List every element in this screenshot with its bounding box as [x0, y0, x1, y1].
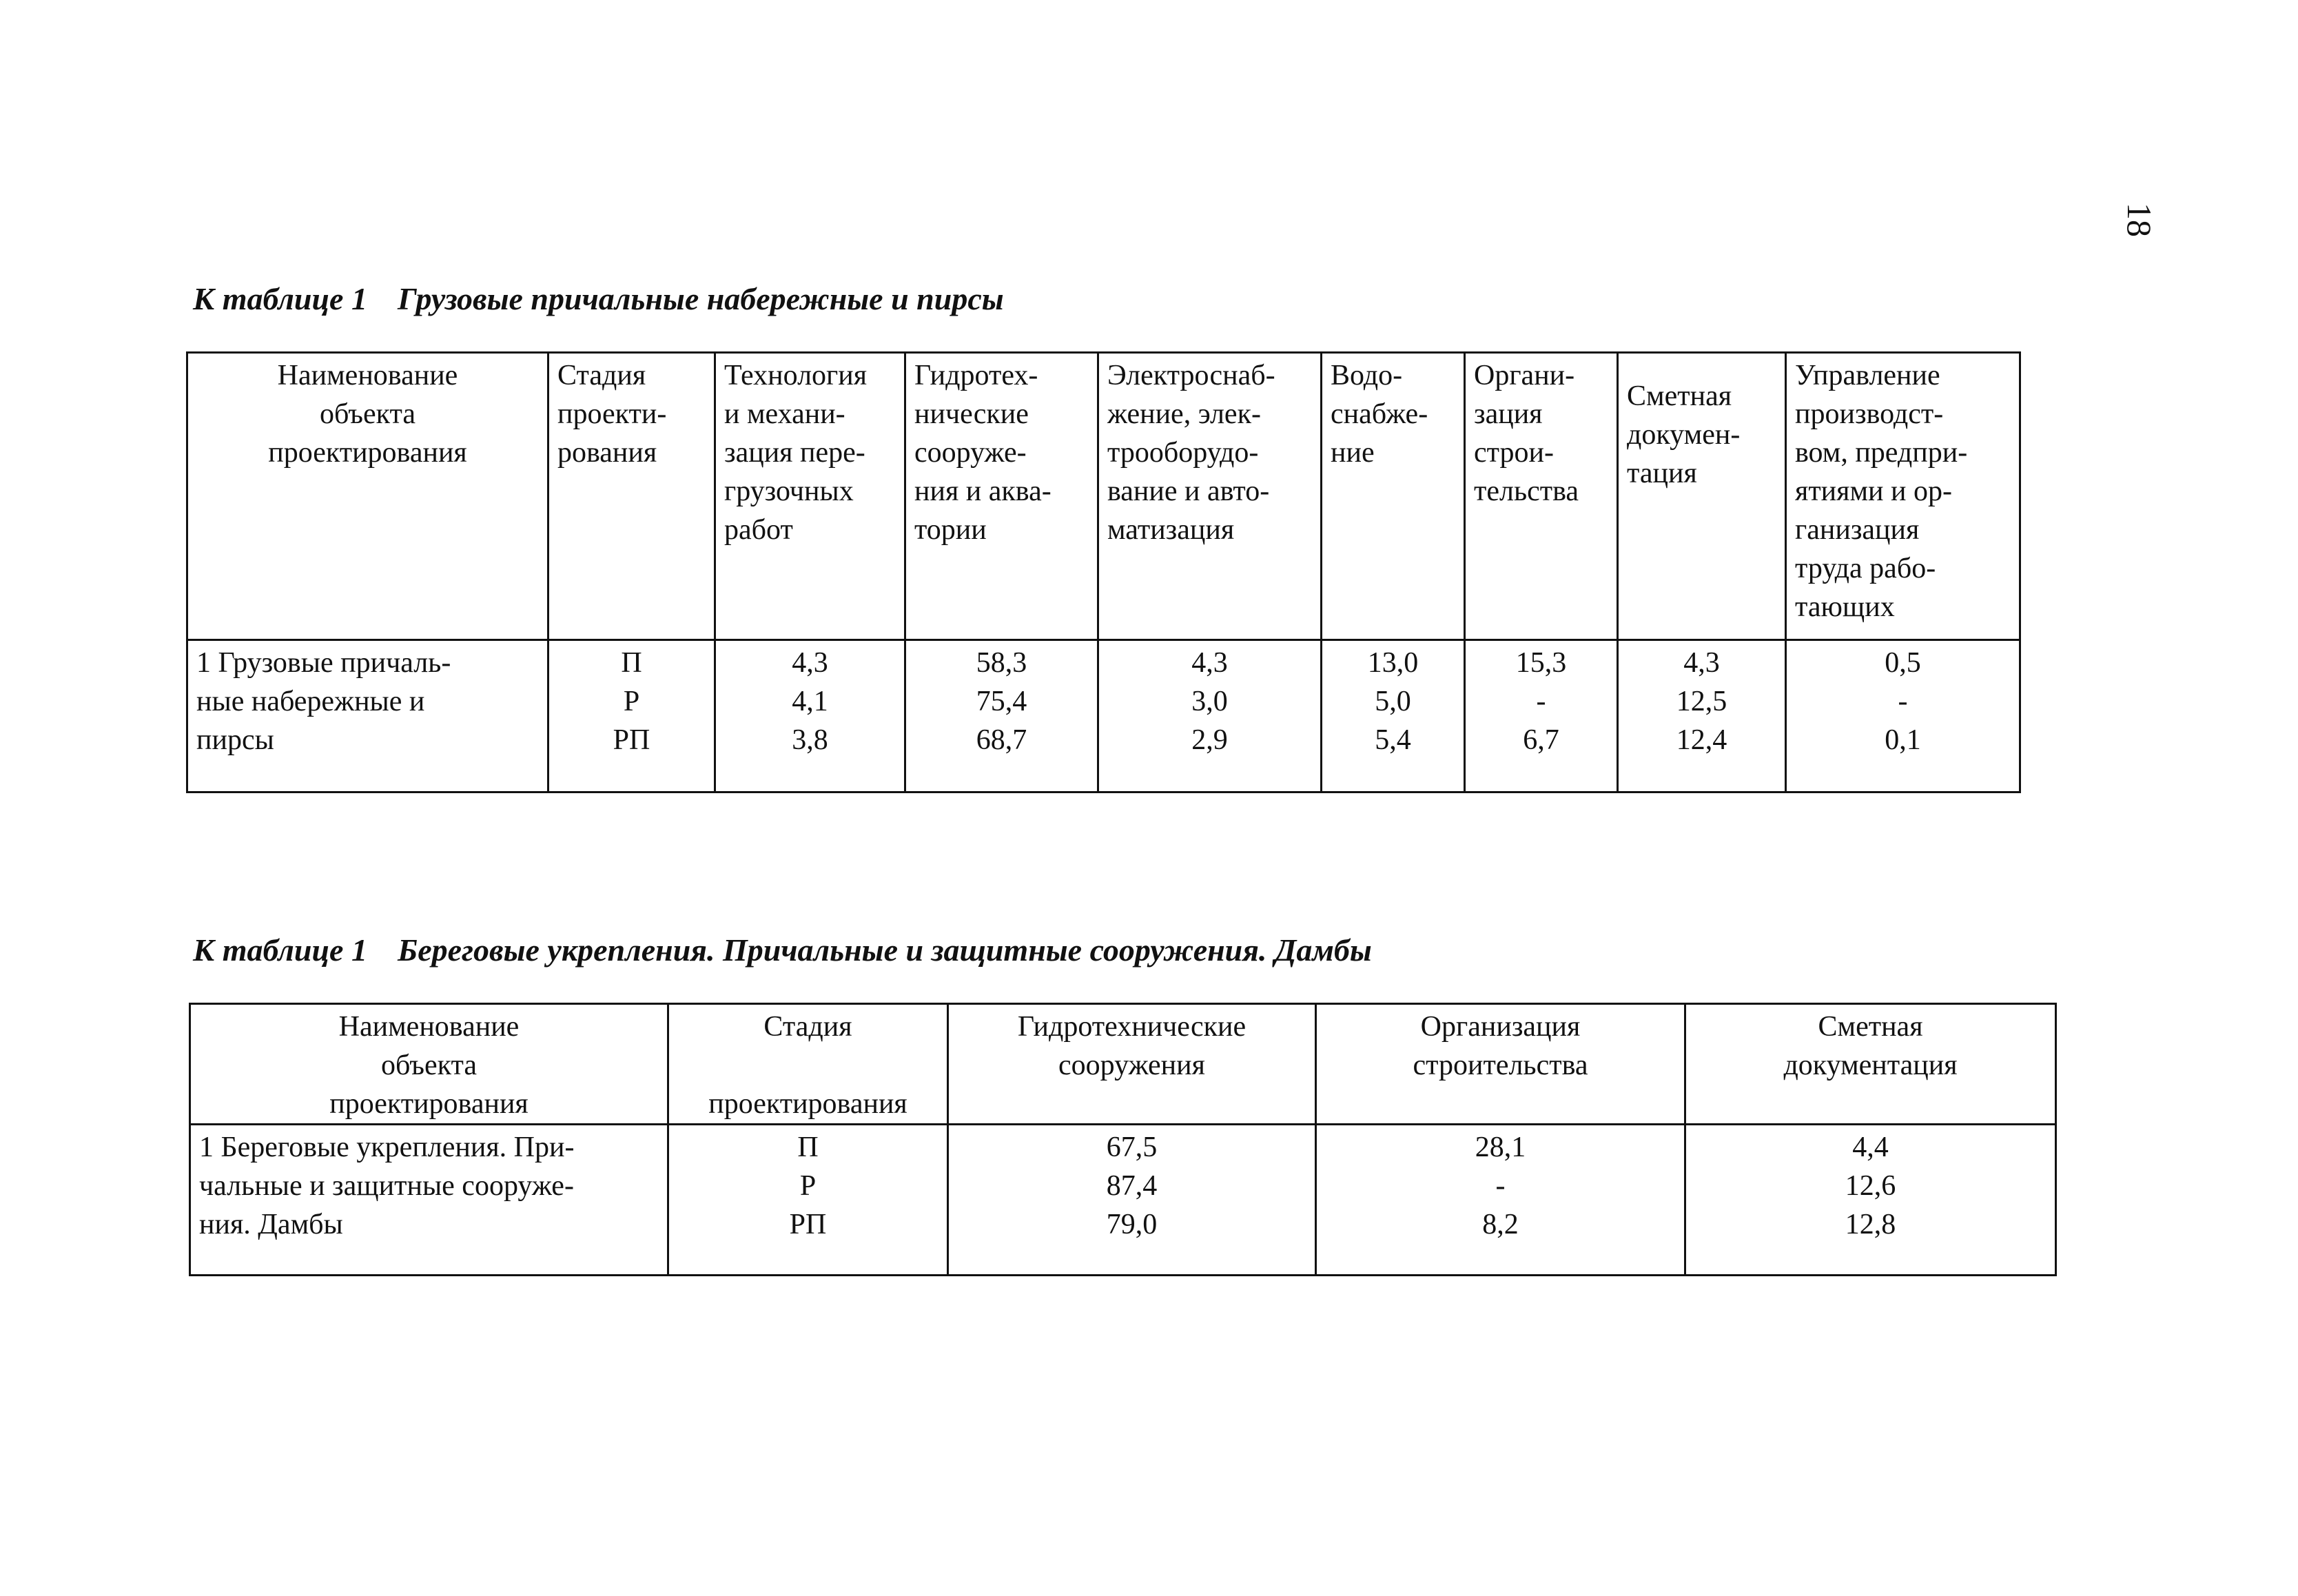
table1-header-stage: Стадия проекти- рования — [548, 353, 715, 640]
table2-cell-estimate: 4,4 12,6 12,8 — [1685, 1125, 2056, 1276]
table1-header-electro: Электроснаб- жение, элек- трооборудо- вание и авто- матизация — [1098, 353, 1322, 640]
table2-cell-stages: П Р РП — [668, 1125, 948, 1276]
table2-header-stage: Стадия проектирования — [668, 1004, 948, 1125]
table1-cell-stages: П Р РП — [548, 640, 715, 792]
table1-header-name: Наименование объекта проектирования — [187, 353, 548, 640]
table1-header-organization: Органи- зация строи- тельства — [1465, 353, 1618, 640]
table2-header-organization: Организация строительства — [1316, 1004, 1685, 1125]
table2-caption — [193, 932, 1372, 968]
table2-header-name: Наименование объекта проектирования — [190, 1004, 668, 1125]
table-shore-protection — [189, 1003, 2057, 1276]
table1-header-technology: Технология и механи- зация пере- грузочных работ — [715, 353, 905, 640]
table1-header-estimate: Сметная докумен- тация — [1618, 353, 1786, 640]
table1-caption — [193, 280, 1004, 317]
table1-header-water: Водо- снабже- ние — [1322, 353, 1465, 640]
table1-cell-estimate: 4,3 12,5 12,4 — [1618, 640, 1786, 792]
table1-header-row — [187, 353, 2020, 640]
table2-cell-name: 1 Береговые укрепления. При- чальные и защитные сооруже- ния. Дамбы — [190, 1125, 668, 1276]
table2-caption-lead: К таблице 1 — [193, 932, 367, 968]
table1-cell-water: 13,0 5,0 5,4 — [1322, 640, 1465, 792]
table1-cell-organization: 15,3 - 6,7 — [1465, 640, 1618, 792]
table1-cell-name: 1 Грузовые причаль- ные набережные и пирсы — [187, 640, 548, 792]
table1-cell-technology: 4,3 4,1 3,8 — [715, 640, 905, 792]
table2-header-hydro: Гидротехнические сооружения — [948, 1004, 1316, 1125]
table1-cell-management: 0,5 - 0,1 — [1786, 640, 2020, 792]
table-row — [190, 1125, 2056, 1276]
table2-caption-title: Береговые укрепления. Причальные и защитные сооружения. Дамбы — [397, 932, 1372, 968]
table1-cell-electro: 4,3 3,0 2,9 — [1098, 640, 1322, 792]
table1-header-hydro: Гидротех- нические сооруже- ния и аква- тории — [905, 353, 1098, 640]
table-row — [187, 640, 2020, 792]
table1-header-management: Управление производст- вом, предпри- ятиями и ор- ганизация труда рабо- тающих — [1786, 353, 2020, 640]
table2-header-estimate: Сметная документация — [1685, 1004, 2056, 1125]
page-number: 18 — [2120, 203, 2159, 237]
table2-cell-hydro: 67,5 87,4 79,0 — [948, 1125, 1316, 1276]
table2-header-row — [190, 1004, 2056, 1125]
table2-cell-organization: 28,1 - 8,2 — [1316, 1125, 1685, 1276]
table1-caption-lead: К таблице 1 — [193, 281, 367, 316]
table1-cell-hydro: 58,3 75,4 68,7 — [905, 640, 1098, 792]
table1-caption-title: Грузовые причальные набережные и пирсы — [397, 281, 1004, 316]
table-cargo-berths — [186, 351, 2021, 793]
